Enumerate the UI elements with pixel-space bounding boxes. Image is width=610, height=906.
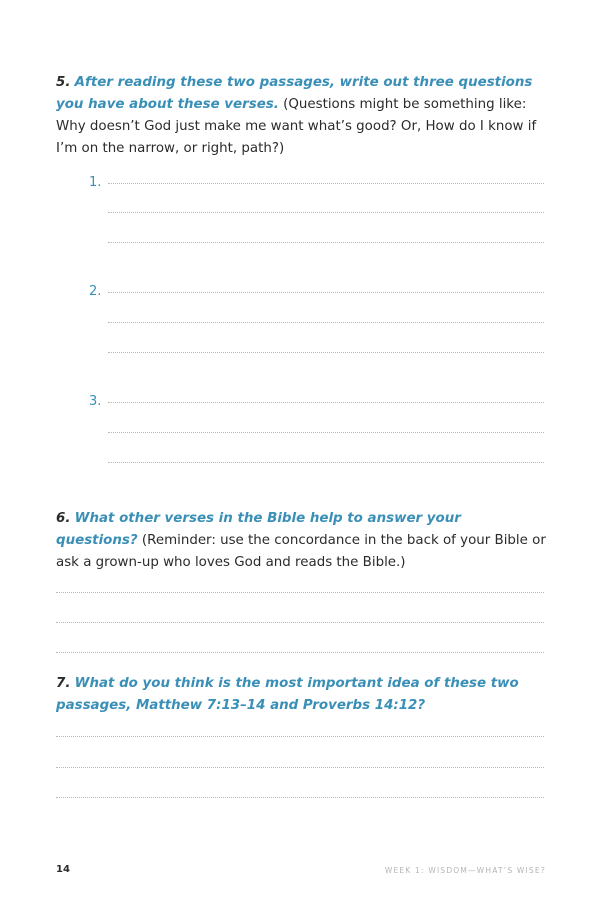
answer-item-3[interactable] xyxy=(56,394,544,416)
answer-line[interactable] xyxy=(108,183,544,184)
answer-label-1: 1. xyxy=(89,175,102,190)
answer-line[interactable] xyxy=(108,242,544,243)
question-6 xyxy=(56,508,546,574)
question-6-number: 6. xyxy=(56,511,71,526)
answer-line[interactable] xyxy=(56,767,544,768)
question-7-prompt: What do you think is the most important idea of these two passages, Matthew 7:13–14 and Proverbs 14:12? xyxy=(56,676,519,713)
answer-line[interactable] xyxy=(56,797,544,798)
question-6-prompt: What other verses in the Bible help to answer your questions? xyxy=(56,511,461,548)
answer-line[interactable] xyxy=(108,462,544,463)
answer-line[interactable] xyxy=(108,212,544,213)
answer-label-3: 3. xyxy=(89,394,102,409)
question-5 xyxy=(56,72,546,160)
answer-line[interactable] xyxy=(108,322,544,323)
answer-line[interactable] xyxy=(56,736,544,737)
answer-line[interactable] xyxy=(108,402,544,403)
question-5-prompt: After reading these two passages, write out three questions you have about these verses. xyxy=(56,75,533,112)
question-5-number: 5. xyxy=(56,75,71,90)
answer-line[interactable] xyxy=(56,652,544,653)
question-5-note: (Questions might be something like: Why doesn’t God just make me want what’s good? Or, How do I know if I’m on the narrow, or right, path?) xyxy=(56,97,537,156)
answer-line[interactable] xyxy=(56,592,544,593)
answer-item-2[interactable] xyxy=(56,284,544,306)
answer-line[interactable] xyxy=(108,352,544,353)
running-title: WEEK 1: WISDOM—WHAT’S WISE? xyxy=(384,866,546,875)
page-number: 14 xyxy=(56,864,70,875)
answer-line[interactable] xyxy=(108,432,544,433)
question-7-number: 7. xyxy=(56,676,71,691)
question-6-note: (Reminder: use the concordance in the back of your Bible or ask a grown-up who loves God and reads the Bible.) xyxy=(56,533,546,570)
answer-line[interactable] xyxy=(56,622,544,623)
question-7 xyxy=(56,673,546,717)
answer-item-1[interactable] xyxy=(56,175,544,197)
answer-label-2: 2. xyxy=(89,284,102,299)
answer-line[interactable] xyxy=(108,292,544,293)
